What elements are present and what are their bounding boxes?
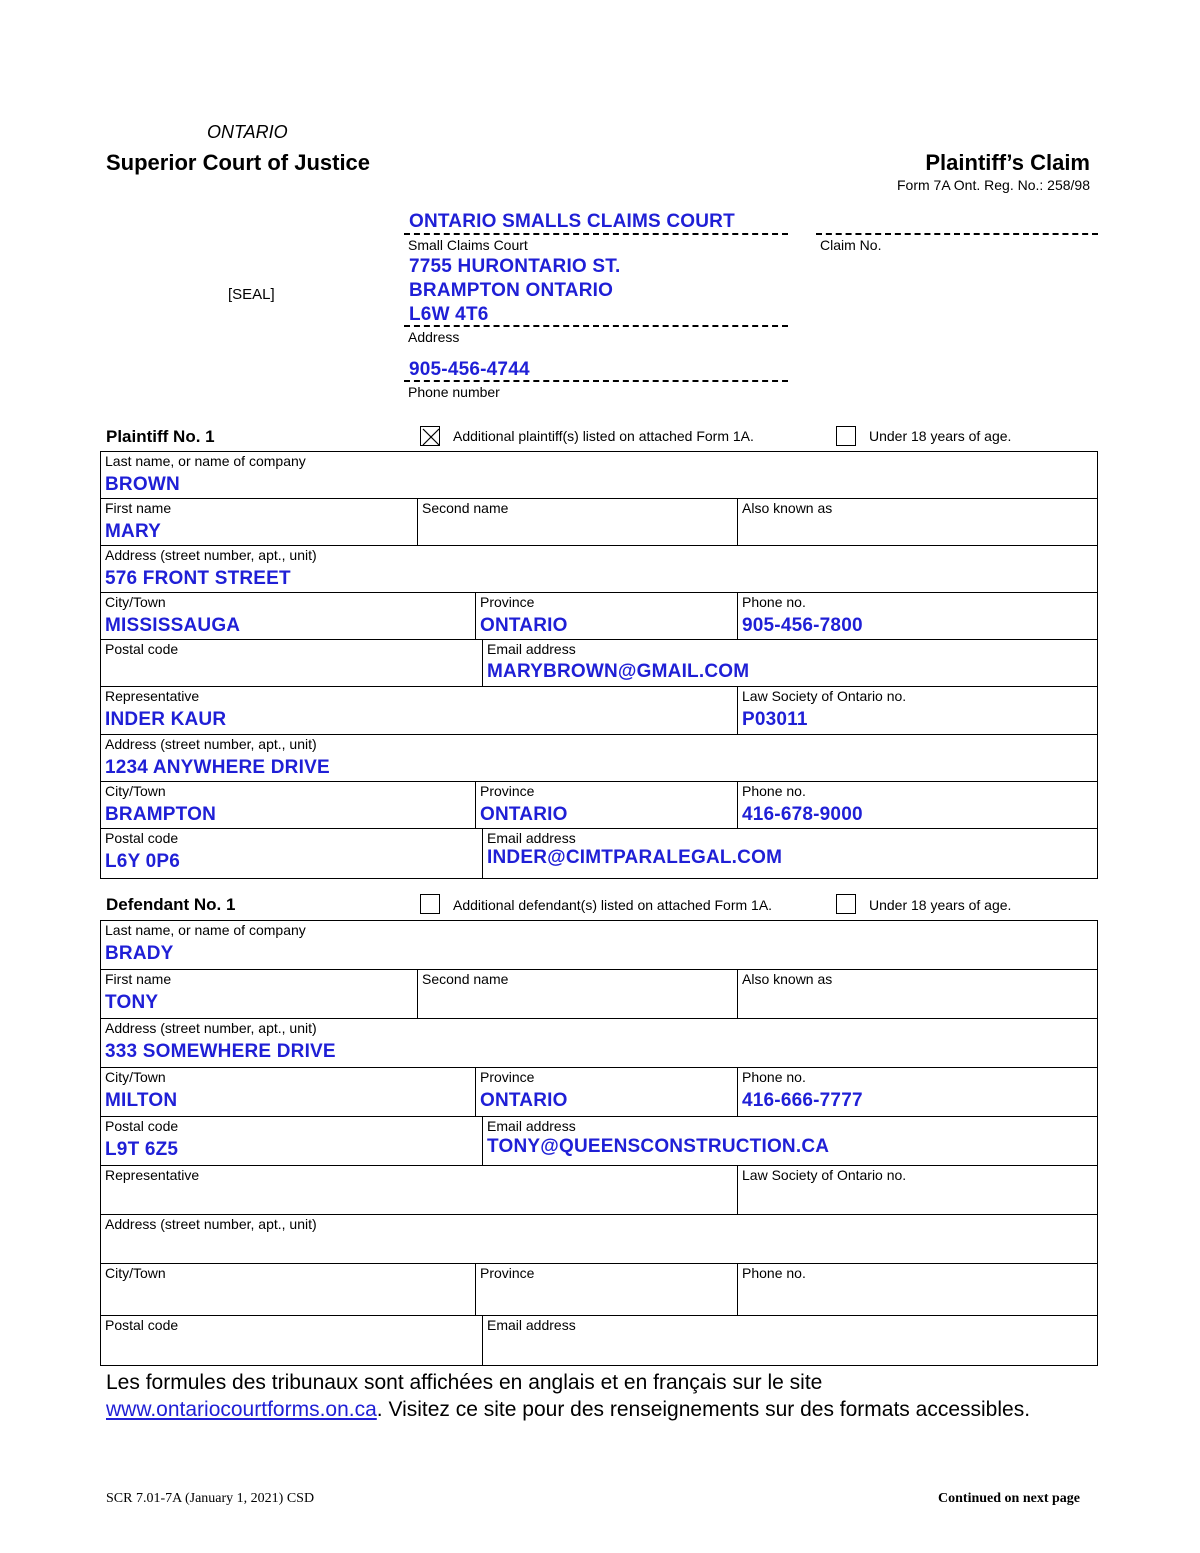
plaintiff-address-cell[interactable] <box>100 545 1098 593</box>
defendant-rep-lso-cell[interactable] <box>737 1165 1098 1215</box>
field-label: Representative <box>105 688 200 704</box>
field-label: City/Town <box>105 1265 166 1281</box>
defendant-first-name: TONY <box>105 992 159 1013</box>
claim-no-underline <box>816 233 1098 235</box>
plaintiff-email-cell[interactable] <box>482 639 1098 687</box>
plaintiff-rep-cell[interactable] <box>100 686 738 735</box>
language-notice <box>106 1369 1106 1423</box>
field-label: Email address <box>487 1317 576 1333</box>
plaintiff-email: MARYBROWN@GMAIL.COM <box>487 661 750 682</box>
defendant-additional-checkbox[interactable] <box>420 894 440 914</box>
plaintiff-phone: 905-456-7800 <box>742 615 863 636</box>
notice-line1: Les formules des tribunaux sont affichées en anglais et en français sur le site <box>106 1371 823 1394</box>
plaintiff-under18-label: Under 18 years of age. <box>869 428 1012 444</box>
plaintiff-rep-email: INDER@CIMTPARALEGAL.COM <box>487 847 783 868</box>
field-label: Phone no. <box>742 594 806 610</box>
plaintiff-city-cell[interactable] <box>100 592 476 640</box>
field-label: Last name, or name of company <box>105 453 306 469</box>
field-label: Second name <box>422 971 509 987</box>
field-label: Law Society of Ontario no. <box>742 688 907 704</box>
phone-underline <box>404 380 788 382</box>
court-phone-field[interactable]: 905-456-4744 <box>409 359 530 380</box>
defendant-province-cell[interactable] <box>475 1067 738 1117</box>
defendant-rep-phone-cell[interactable] <box>737 1263 1098 1316</box>
field-label: Law Society of Ontario no. <box>742 1167 907 1183</box>
plaintiff-postal-cell[interactable] <box>100 639 483 687</box>
court-address-line2[interactable]: BRAMPTON ONTARIO <box>409 280 614 301</box>
defendant-table <box>100 920 1098 1366</box>
plaintiff-rep-city-cell[interactable] <box>100 781 476 829</box>
plaintiff-rep-postal: L6Y 0P6 <box>105 851 180 872</box>
province-heading: ONTARIO <box>207 122 288 142</box>
defendant-phone-cell[interactable] <box>737 1067 1098 1117</box>
plaintiff-under18-checkbox[interactable] <box>836 426 856 446</box>
field-label: City/Town <box>105 783 166 799</box>
plaintiff-rep-postal-cell[interactable] <box>100 828 483 879</box>
defendant-phone: 416-666-7777 <box>742 1090 863 1111</box>
field-label: Address (street number, apt., unit) <box>105 1020 317 1036</box>
field-label: Phone no. <box>742 1069 806 1085</box>
plaintiff-rep-address: 1234 ANYWHERE DRIVE <box>105 757 330 778</box>
defendant-last-name-cell[interactable] <box>100 920 1098 970</box>
defendant-address-cell[interactable] <box>100 1018 1098 1068</box>
field-label: City/Town <box>105 1069 166 1085</box>
defendant-aka-cell[interactable] <box>737 969 1098 1019</box>
defendant-rep-cell[interactable] <box>100 1165 738 1215</box>
field-label: Province <box>480 594 535 610</box>
field-label: City/Town <box>105 594 166 610</box>
field-label: Also known as <box>742 971 833 987</box>
footer-continued: Continued on next page <box>938 1491 1080 1506</box>
plaintiff-rep-phone-cell[interactable] <box>737 781 1098 829</box>
field-label: Also known as <box>742 500 833 516</box>
field-label: Second name <box>422 500 509 516</box>
plaintiff-phone-cell[interactable] <box>737 592 1098 640</box>
plaintiff-province: ONTARIO <box>480 615 568 636</box>
plaintiff-first-name: MARY <box>105 521 162 542</box>
plaintiff-last-name-cell[interactable] <box>100 451 1098 499</box>
defendant-rep-province-cell[interactable] <box>475 1263 738 1316</box>
plaintiff-first-name-cell[interactable] <box>100 498 418 546</box>
defendant-heading: Defendant No. 1 <box>106 895 236 914</box>
defendant-address: 333 SOMEWHERE DRIVE <box>105 1041 336 1062</box>
field-label: Address (street number, apt., unit) <box>105 736 317 752</box>
field-label: Email address <box>487 1118 576 1134</box>
court-name-underline <box>404 233 788 235</box>
field-label: Postal code <box>105 641 179 657</box>
plaintiff-heading: Plaintiff No. 1 <box>106 427 215 446</box>
plaintiff-city: MISSISSAUGA <box>105 615 241 636</box>
checkmark-x-icon <box>421 427 441 447</box>
notice-line2-text: . Visitez ce site pour des renseignements sur des formats accessibles. <box>376 1398 1031 1421</box>
defendant-rep-email-cell[interactable] <box>482 1315 1098 1366</box>
field-label: Email address <box>487 641 576 657</box>
defendant-city: MILTON <box>105 1090 178 1111</box>
court-address-line1[interactable]: 7755 HURONTARIO ST. <box>409 256 621 277</box>
field-label: Postal code <box>105 1317 179 1333</box>
court-forms-link[interactable]: www.ontariocourtforms.on.ca <box>106 1398 377 1421</box>
plaintiff-table <box>100 451 1098 879</box>
defendant-under18-label: Under 18 years of age. <box>869 897 1012 913</box>
seal-placeholder: [SEAL] <box>228 286 275 303</box>
field-label: Address (street number, apt., unit) <box>105 1216 317 1232</box>
plaintiff-rep-address-cell[interactable] <box>100 734 1098 782</box>
court-phone-label: Phone number <box>408 384 500 400</box>
defendant-email: TONY@QUEENSCONSTRUCTION.CA <box>487 1136 830 1157</box>
plaintiff-rep-lso-cell[interactable] <box>737 686 1098 735</box>
plaintiff-aka-cell[interactable] <box>737 498 1098 546</box>
form-number: Form 7A Ont. Reg. No.: 258/98 <box>897 177 1090 193</box>
address-underline <box>404 325 788 327</box>
court-address-label: Address <box>408 329 460 345</box>
field-label: Postal code <box>105 1118 179 1134</box>
plaintiff-second-name-cell[interactable] <box>417 498 738 546</box>
field-label: Province <box>480 783 535 799</box>
field-label: Province <box>480 1265 535 1281</box>
defendant-under18-checkbox[interactable] <box>836 894 856 914</box>
defendant-email-cell[interactable] <box>482 1116 1098 1166</box>
defendant-rep-address-cell[interactable] <box>100 1214 1098 1264</box>
plaintiff-province-cell[interactable] <box>475 592 738 640</box>
plaintiff-last-name: BROWN <box>105 474 180 495</box>
field-label: Phone no. <box>742 783 806 799</box>
plaintiff-rep-province-cell[interactable] <box>475 781 738 829</box>
field-label: First name <box>105 971 172 987</box>
court-name-field[interactable]: ONTARIO SMALLS CLAIMS COURT <box>409 211 735 232</box>
plaintiff-additional-checkbox[interactable] <box>420 426 440 446</box>
field-label: First name <box>105 500 172 516</box>
field-label: Address (street number, apt., unit) <box>105 547 317 563</box>
field-label: Phone no. <box>742 1265 806 1281</box>
defendant-additional-label: Additional defendant(s) listed on attached Form 1A. <box>453 897 773 913</box>
defendant-city-cell[interactable] <box>100 1067 476 1117</box>
defendant-second-name-cell[interactable] <box>417 969 738 1019</box>
court-address-line3[interactable]: L6W 4T6 <box>409 304 489 325</box>
plaintiff-rep-name: INDER KAUR <box>105 709 227 730</box>
field-label: Last name, or name of company <box>105 922 306 938</box>
form-title: Plaintiff’s Claim <box>925 150 1090 175</box>
plaintiff-rep-city: BRAMPTON <box>105 804 217 825</box>
field-label: Province <box>480 1069 535 1085</box>
plaintiff-additional-label: Additional plaintiff(s) listed on attached Form 1A. <box>453 428 754 444</box>
defendant-rep-city-cell[interactable] <box>100 1263 476 1316</box>
field-label: Postal code <box>105 830 179 846</box>
defendant-rep-postal-cell[interactable] <box>100 1315 483 1366</box>
plaintiff-rep-email-cell[interactable] <box>482 828 1098 879</box>
plaintiff-rep-lso: P03011 <box>742 709 808 730</box>
defendant-first-name-cell[interactable] <box>100 969 418 1019</box>
court-name-label: Small Claims Court <box>408 237 528 253</box>
plaintiff-address: 576 FRONT STREET <box>105 568 291 589</box>
court-title: Superior Court of Justice <box>106 150 371 175</box>
footer-form-code: SCR 7.01-7A (January 1, 2021) CSD <box>106 1491 315 1506</box>
defendant-province: ONTARIO <box>480 1090 568 1111</box>
defendant-last-name: BRADY <box>105 943 174 964</box>
plaintiff-rep-phone: 416-678-9000 <box>742 804 863 825</box>
claim-no-label: Claim No. <box>820 237 882 253</box>
field-label: Representative <box>105 1167 200 1183</box>
defendant-postal-cell[interactable] <box>100 1116 483 1166</box>
defendant-postal: L9T 6Z5 <box>105 1139 179 1160</box>
field-label: Email address <box>487 830 576 846</box>
notice-line2 <box>106 1396 1106 1423</box>
plaintiff-rep-province: ONTARIO <box>480 804 568 825</box>
